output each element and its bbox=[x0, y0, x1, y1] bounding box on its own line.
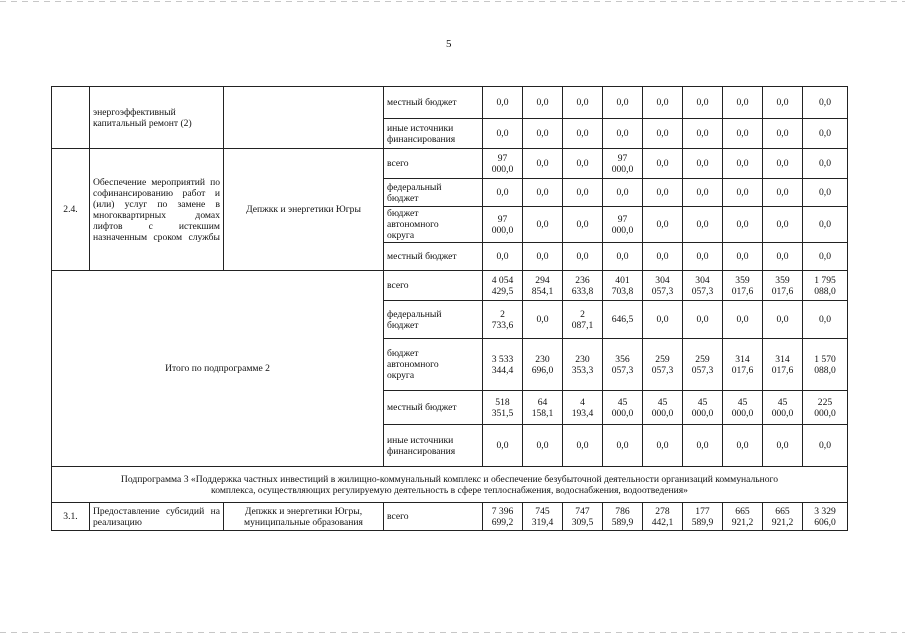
table-cell-value: 0,0 bbox=[603, 119, 643, 149]
table-cell-value: 786 589,9 bbox=[603, 503, 643, 531]
scan-artifact-bottom bbox=[0, 632, 905, 633]
table-cell-value: 0,0 bbox=[683, 179, 723, 207]
table-cell-measure-name: энергоэффективный капитальный ремонт (2) bbox=[90, 87, 224, 149]
table-cell-funding-source: бюджет автономного округа bbox=[384, 339, 483, 391]
table-cell-value: 230 353,3 bbox=[563, 339, 603, 391]
table-cell-value: 0,0 bbox=[803, 87, 848, 119]
table-cell-value: 2 733,6 bbox=[483, 301, 523, 339]
table-cell-value: 359 017,6 bbox=[723, 271, 763, 301]
table-cell-value: 0,0 bbox=[683, 207, 723, 243]
table-cell-value: 1 570 088,0 bbox=[803, 339, 848, 391]
table-cell-funding-source: иные источники финансирования bbox=[384, 425, 483, 467]
table-cell-value: 0,0 bbox=[803, 119, 848, 149]
table-cell-value: 0,0 bbox=[563, 87, 603, 119]
table-cell-value: 97 000,0 bbox=[603, 149, 643, 179]
table-cell-value: 0,0 bbox=[803, 243, 848, 271]
table-cell-value: 0,0 bbox=[523, 301, 563, 339]
table-cell-value: 45 000,0 bbox=[763, 391, 803, 425]
table-cell-value: 646,5 bbox=[603, 301, 643, 339]
table-cell-value: 0,0 bbox=[643, 425, 683, 467]
table-cell-value: 0,0 bbox=[723, 207, 763, 243]
table-cell-value: 304 057,3 bbox=[643, 271, 683, 301]
table-cell-value: 0,0 bbox=[683, 425, 723, 467]
table-cell-value: 0,0 bbox=[523, 243, 563, 271]
table-cell-funding-source: бюджет автономного округа bbox=[384, 207, 483, 243]
table-cell-value: 518 351,5 bbox=[483, 391, 523, 425]
page-number: 5 bbox=[446, 38, 452, 50]
table-cell-value: 45 000,0 bbox=[643, 391, 683, 425]
table-cell-value: 0,0 bbox=[763, 149, 803, 179]
table-cell-value: 0,0 bbox=[483, 87, 523, 119]
table-cell-value: 294 854,1 bbox=[523, 271, 563, 301]
table-cell-value: 0,0 bbox=[803, 301, 848, 339]
table-cell-measure-name: Обеспечение мероприятий по софинансированию работ и (или) услуг по замене в многоквартирных домах лифтов с истекшим назначенным сроком службы bbox=[90, 149, 224, 271]
table-cell-value: 0,0 bbox=[563, 179, 603, 207]
table-cell-value: 665 921,2 bbox=[723, 503, 763, 531]
table-cell-value: 0,0 bbox=[723, 243, 763, 271]
table-cell-value: 0,0 bbox=[603, 179, 643, 207]
table-cell-responsible: Депжкк и энергетики Югры bbox=[224, 149, 384, 271]
table-cell-value: 0,0 bbox=[483, 243, 523, 271]
table-cell-value: 0,0 bbox=[523, 179, 563, 207]
table-cell-value: 0,0 bbox=[483, 119, 523, 149]
table-cell-value: 225 000,0 bbox=[803, 391, 848, 425]
table-row bbox=[52, 149, 848, 179]
table-cell-value: 7 396 699,2 bbox=[483, 503, 523, 531]
table-cell-value: 259 057,3 bbox=[643, 339, 683, 391]
table-cell-value: 665 921,2 bbox=[763, 503, 803, 531]
table-cell-value: 359 017,6 bbox=[763, 271, 803, 301]
table-cell-value: 0,0 bbox=[643, 119, 683, 149]
table-cell-value: 304 057,3 bbox=[683, 271, 723, 301]
table-cell-funding-source: местный бюджет bbox=[384, 87, 483, 119]
table-cell-value: 0,0 bbox=[523, 119, 563, 149]
table-cell-value: 0,0 bbox=[523, 207, 563, 243]
table-row bbox=[52, 503, 848, 531]
table-cell-value: 4 193,4 bbox=[563, 391, 603, 425]
table-row bbox=[52, 271, 848, 301]
table-cell-value: 0,0 bbox=[683, 243, 723, 271]
table-cell-value: 314 017,6 bbox=[763, 339, 803, 391]
table-cell-funding-source: всего bbox=[384, 503, 483, 531]
table-cell-value: 314 017,6 bbox=[723, 339, 763, 391]
table-cell-value: 747 309,5 bbox=[563, 503, 603, 531]
table-cell-funding-source: местный бюджет bbox=[384, 243, 483, 271]
table-cell-value: 356 057,3 bbox=[603, 339, 643, 391]
table-cell-value: 0,0 bbox=[523, 149, 563, 179]
table-cell-responsible: Депжкк и энергетики Югры, муниципальные образования bbox=[224, 503, 384, 531]
table-cell-value: 0,0 bbox=[683, 149, 723, 179]
table-cell-value: 0,0 bbox=[563, 149, 603, 179]
table-cell-value: 0,0 bbox=[683, 301, 723, 339]
table-cell-value: 259 057,3 bbox=[683, 339, 723, 391]
table-cell-value: 401 703,8 bbox=[603, 271, 643, 301]
table-cell-value: 0,0 bbox=[803, 179, 848, 207]
table-cell-value: 0,0 bbox=[563, 243, 603, 271]
table-cell-value: 97 000,0 bbox=[483, 149, 523, 179]
table-cell-value: 0,0 bbox=[683, 119, 723, 149]
table-cell-value: 0,0 bbox=[643, 87, 683, 119]
table-cell-value: 230 696,0 bbox=[523, 339, 563, 391]
table-cell-value: 0,0 bbox=[723, 87, 763, 119]
table-cell-value: 0,0 bbox=[603, 243, 643, 271]
table-cell-value: 64 158,1 bbox=[523, 391, 563, 425]
table-cell-value: 0,0 bbox=[523, 425, 563, 467]
subprogram-title-row bbox=[52, 467, 848, 503]
table-cell-value: 97 000,0 bbox=[603, 207, 643, 243]
table-cell-value: 3 533 344,4 bbox=[483, 339, 523, 391]
budget-table bbox=[51, 86, 848, 531]
table-cell-value: 0,0 bbox=[643, 149, 683, 179]
table-cell-value: 0,0 bbox=[723, 179, 763, 207]
table-cell-value: 2 087,1 bbox=[563, 301, 603, 339]
table-cell-value: 0,0 bbox=[523, 87, 563, 119]
table-cell-value: 0,0 bbox=[643, 179, 683, 207]
table-cell-value: 745 319,4 bbox=[523, 503, 563, 531]
table-cell-value: 0,0 bbox=[563, 207, 603, 243]
table-cell-value: 0,0 bbox=[603, 425, 643, 467]
table-cell-value: 0,0 bbox=[723, 149, 763, 179]
table-cell-value: 0,0 bbox=[803, 207, 848, 243]
subprogram3-title: Подпрограмма 3 «Поддержка частных инвестиций в жилищно-коммунальный комплекс и обеспечение безубыточной деятельности организаций коммунального комплекса, осуществляющих регулируемую деятельность в сфере теплоснабжения, водоснабжения, водоотведения» bbox=[52, 467, 848, 503]
table-cell-funding-source: всего bbox=[384, 149, 483, 179]
table-cell-value: 0,0 bbox=[723, 301, 763, 339]
table-cell-code: 3.1. bbox=[52, 503, 90, 531]
table-cell-value: 1 795 088,0 bbox=[803, 271, 848, 301]
table-cell-value: 0,0 bbox=[643, 207, 683, 243]
table-cell-value: 0,0 bbox=[763, 301, 803, 339]
table-cell-value: 0,0 bbox=[763, 207, 803, 243]
table-cell-responsible bbox=[224, 87, 384, 149]
table-cell-value: 0,0 bbox=[763, 87, 803, 119]
table-cell-value: 97 000,0 bbox=[483, 207, 523, 243]
table-cell-value: 177 589,9 bbox=[683, 503, 723, 531]
table-cell-funding-source: федеральный бюджет bbox=[384, 179, 483, 207]
table-cell-value: 0,0 bbox=[763, 119, 803, 149]
table-cell-code: 2.4. bbox=[52, 149, 90, 271]
table-cell-value: 0,0 bbox=[563, 119, 603, 149]
table-cell-value: 45 000,0 bbox=[683, 391, 723, 425]
table-cell-value: 0,0 bbox=[483, 179, 523, 207]
table-cell-value: 3 329 606,0 bbox=[803, 503, 848, 531]
table-cell-code bbox=[52, 87, 90, 149]
table-cell-value: 45 000,0 bbox=[603, 391, 643, 425]
table-row bbox=[52, 87, 848, 119]
table-cell-value: 0,0 bbox=[803, 149, 848, 179]
table-cell-funding-source: всего bbox=[384, 271, 483, 301]
table-cell-measure-name: Предоставление субсидий на реализацию bbox=[90, 503, 224, 531]
table-cell-funding-source: местный бюджет bbox=[384, 391, 483, 425]
table-cell-value: 236 633,8 bbox=[563, 271, 603, 301]
scan-artifact-top bbox=[0, 1, 905, 2]
table-cell-value: 0,0 bbox=[643, 243, 683, 271]
table-cell-value: 278 442,1 bbox=[643, 503, 683, 531]
table-cell-value: 0,0 bbox=[563, 425, 603, 467]
table-cell-value: 4 054 429,5 bbox=[483, 271, 523, 301]
total-subprogram2-label: Итого по подпрограмме 2 bbox=[52, 271, 384, 467]
table-cell-funding-source: иные источники финансирования bbox=[384, 119, 483, 149]
table-cell-value: 0,0 bbox=[643, 301, 683, 339]
table-cell-value: 0,0 bbox=[763, 243, 803, 271]
table-cell-value: 0,0 bbox=[483, 425, 523, 467]
table-cell-funding-source: федеральный бюджет bbox=[384, 301, 483, 339]
table-cell-value: 0,0 bbox=[723, 425, 763, 467]
table-cell-value: 0,0 bbox=[603, 87, 643, 119]
table-cell-value: 0,0 bbox=[803, 425, 848, 467]
table-cell-value: 45 000,0 bbox=[723, 391, 763, 425]
table-cell-value: 0,0 bbox=[763, 425, 803, 467]
table-cell-value: 0,0 bbox=[723, 119, 763, 149]
table-cell-value: 0,0 bbox=[763, 179, 803, 207]
table-cell-value: 0,0 bbox=[683, 87, 723, 119]
